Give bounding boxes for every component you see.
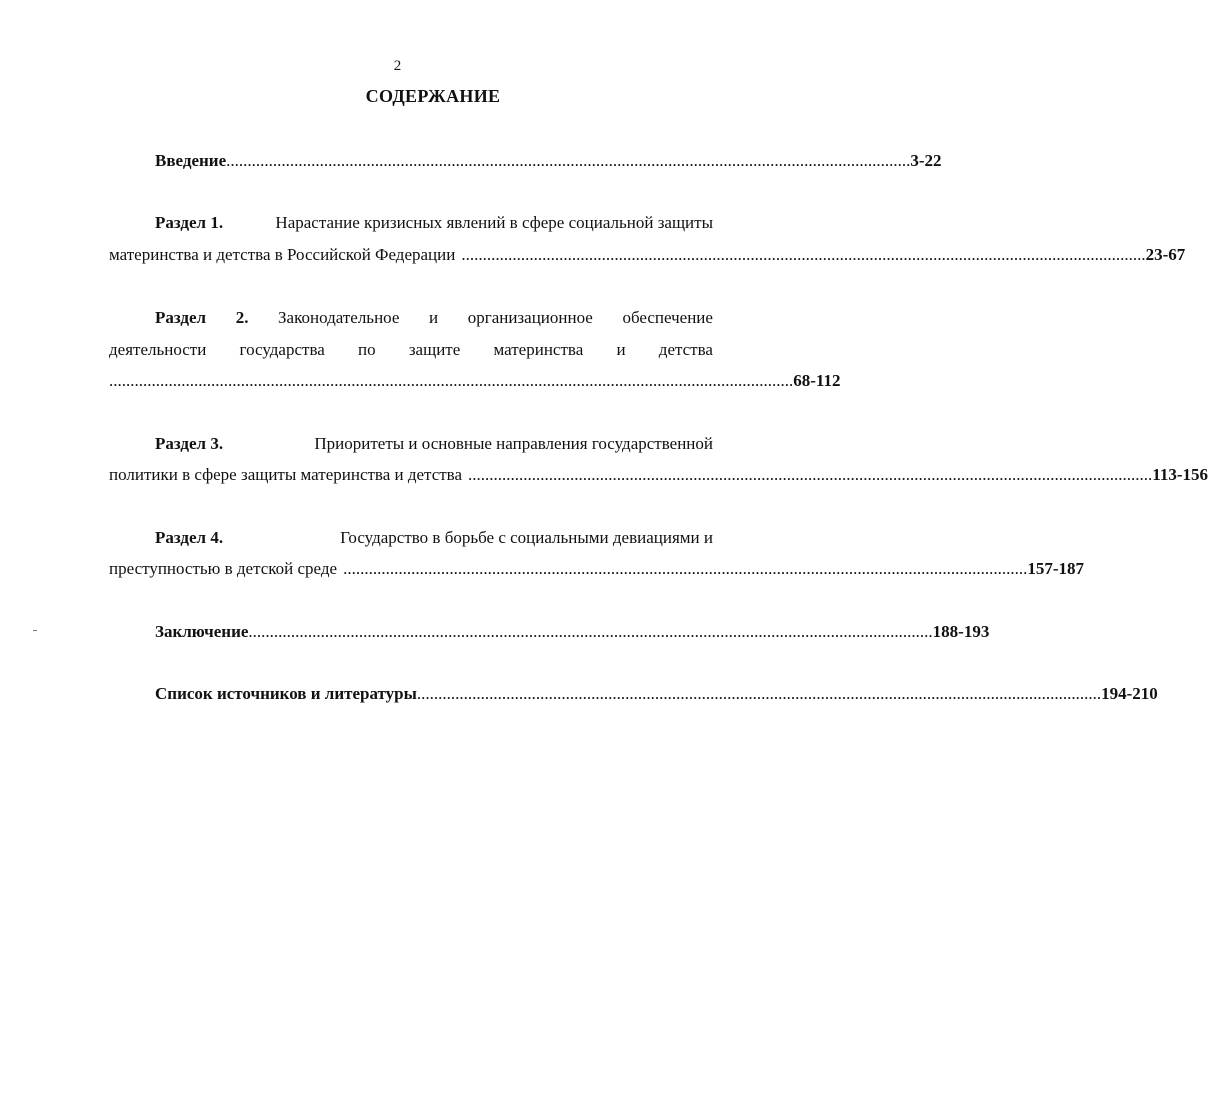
leader-dots: ................................................................................................................................................................. [109, 371, 794, 390]
toc-word: 2. [235, 308, 249, 327]
leader-dots: ................................................................................................................................................................. [468, 465, 1153, 484]
toc-word: государства [239, 340, 325, 359]
toc-entry-pages: 3-22 [910, 151, 942, 170]
toc-entry-pages: 113-156 [1152, 465, 1208, 484]
toc-entry-line [109, 558, 1084, 580]
toc-word: по [358, 340, 376, 359]
toc-word: Законодательное [278, 308, 400, 327]
toc-entry-line [155, 433, 713, 455]
toc-word: и [616, 340, 626, 359]
toc-entry-pages: 68-112 [793, 371, 841, 390]
toc-word: материнства [493, 340, 584, 359]
toc-word: Раздел [155, 308, 207, 327]
toc-entry-label: Раздел 1. [155, 213, 224, 232]
toc-entry-line [109, 370, 841, 392]
toc-entry-pages: 157-187 [1027, 559, 1084, 578]
toc-entry-text: Приоритеты и основные направления государственной [314, 434, 713, 453]
toc-entry-conclusion[interactable] [155, 621, 990, 643]
toc-entry-sources[interactable] [155, 683, 1158, 705]
toc-entry-text: Государство в борьбе с социальными девиациями и [340, 528, 713, 547]
toc-entry-line [109, 244, 1186, 266]
toc-entry-line [109, 339, 713, 361]
toc-entry-label: Раздел 4. [155, 528, 224, 547]
page-title: СОДЕРЖАНИЕ [365, 86, 501, 106]
toc-entry-pages: 194-210 [1101, 684, 1158, 703]
toc-word: защите [408, 340, 461, 359]
toc-entry-text: политики в сфере защиты материнства и детства [109, 465, 463, 484]
toc-entry-label: Список источников и литературы [155, 684, 417, 703]
leader-dots: ................................................................................................................................................................. [416, 684, 1102, 703]
toc-entry-label: Введение [155, 151, 227, 170]
leader-dots: ................................................................................................................................................................. [226, 151, 911, 170]
leader-dots: ................................................................................................................................................................. [248, 622, 933, 641]
toc-entry-text: Нарастание кризисных явлений в сфере социальной защиты [275, 213, 713, 232]
toc-entry-intro[interactable] [155, 150, 942, 172]
toc-word: детства [658, 340, 713, 359]
leader-dots: ................................................................................................................................................................. [461, 245, 1146, 264]
toc-word: организационное [467, 308, 593, 327]
toc-entry-label: Заключение [155, 622, 249, 641]
toc-entry-line [109, 464, 1208, 486]
page-number: 2 [393, 58, 402, 74]
scan-artifact [33, 630, 37, 631]
toc-entry-pages: 23-67 [1145, 245, 1186, 264]
toc-word: деятельности [109, 340, 207, 359]
toc-word: обеспечение [622, 308, 713, 327]
toc-entry-pages: 188-193 [932, 622, 990, 641]
toc-entry-text: материнства и детства в Российской Федерации [109, 245, 456, 264]
toc-entry-line [155, 527, 713, 549]
toc-entry-line [155, 307, 713, 329]
toc-word: и [429, 308, 439, 327]
toc-entry-line [155, 212, 713, 234]
toc-entry-label: Раздел 3. [155, 434, 224, 453]
toc-entry-text: преступностью в детской среде [109, 559, 338, 578]
leader-dots: ................................................................................................................................................................. [343, 559, 1028, 578]
